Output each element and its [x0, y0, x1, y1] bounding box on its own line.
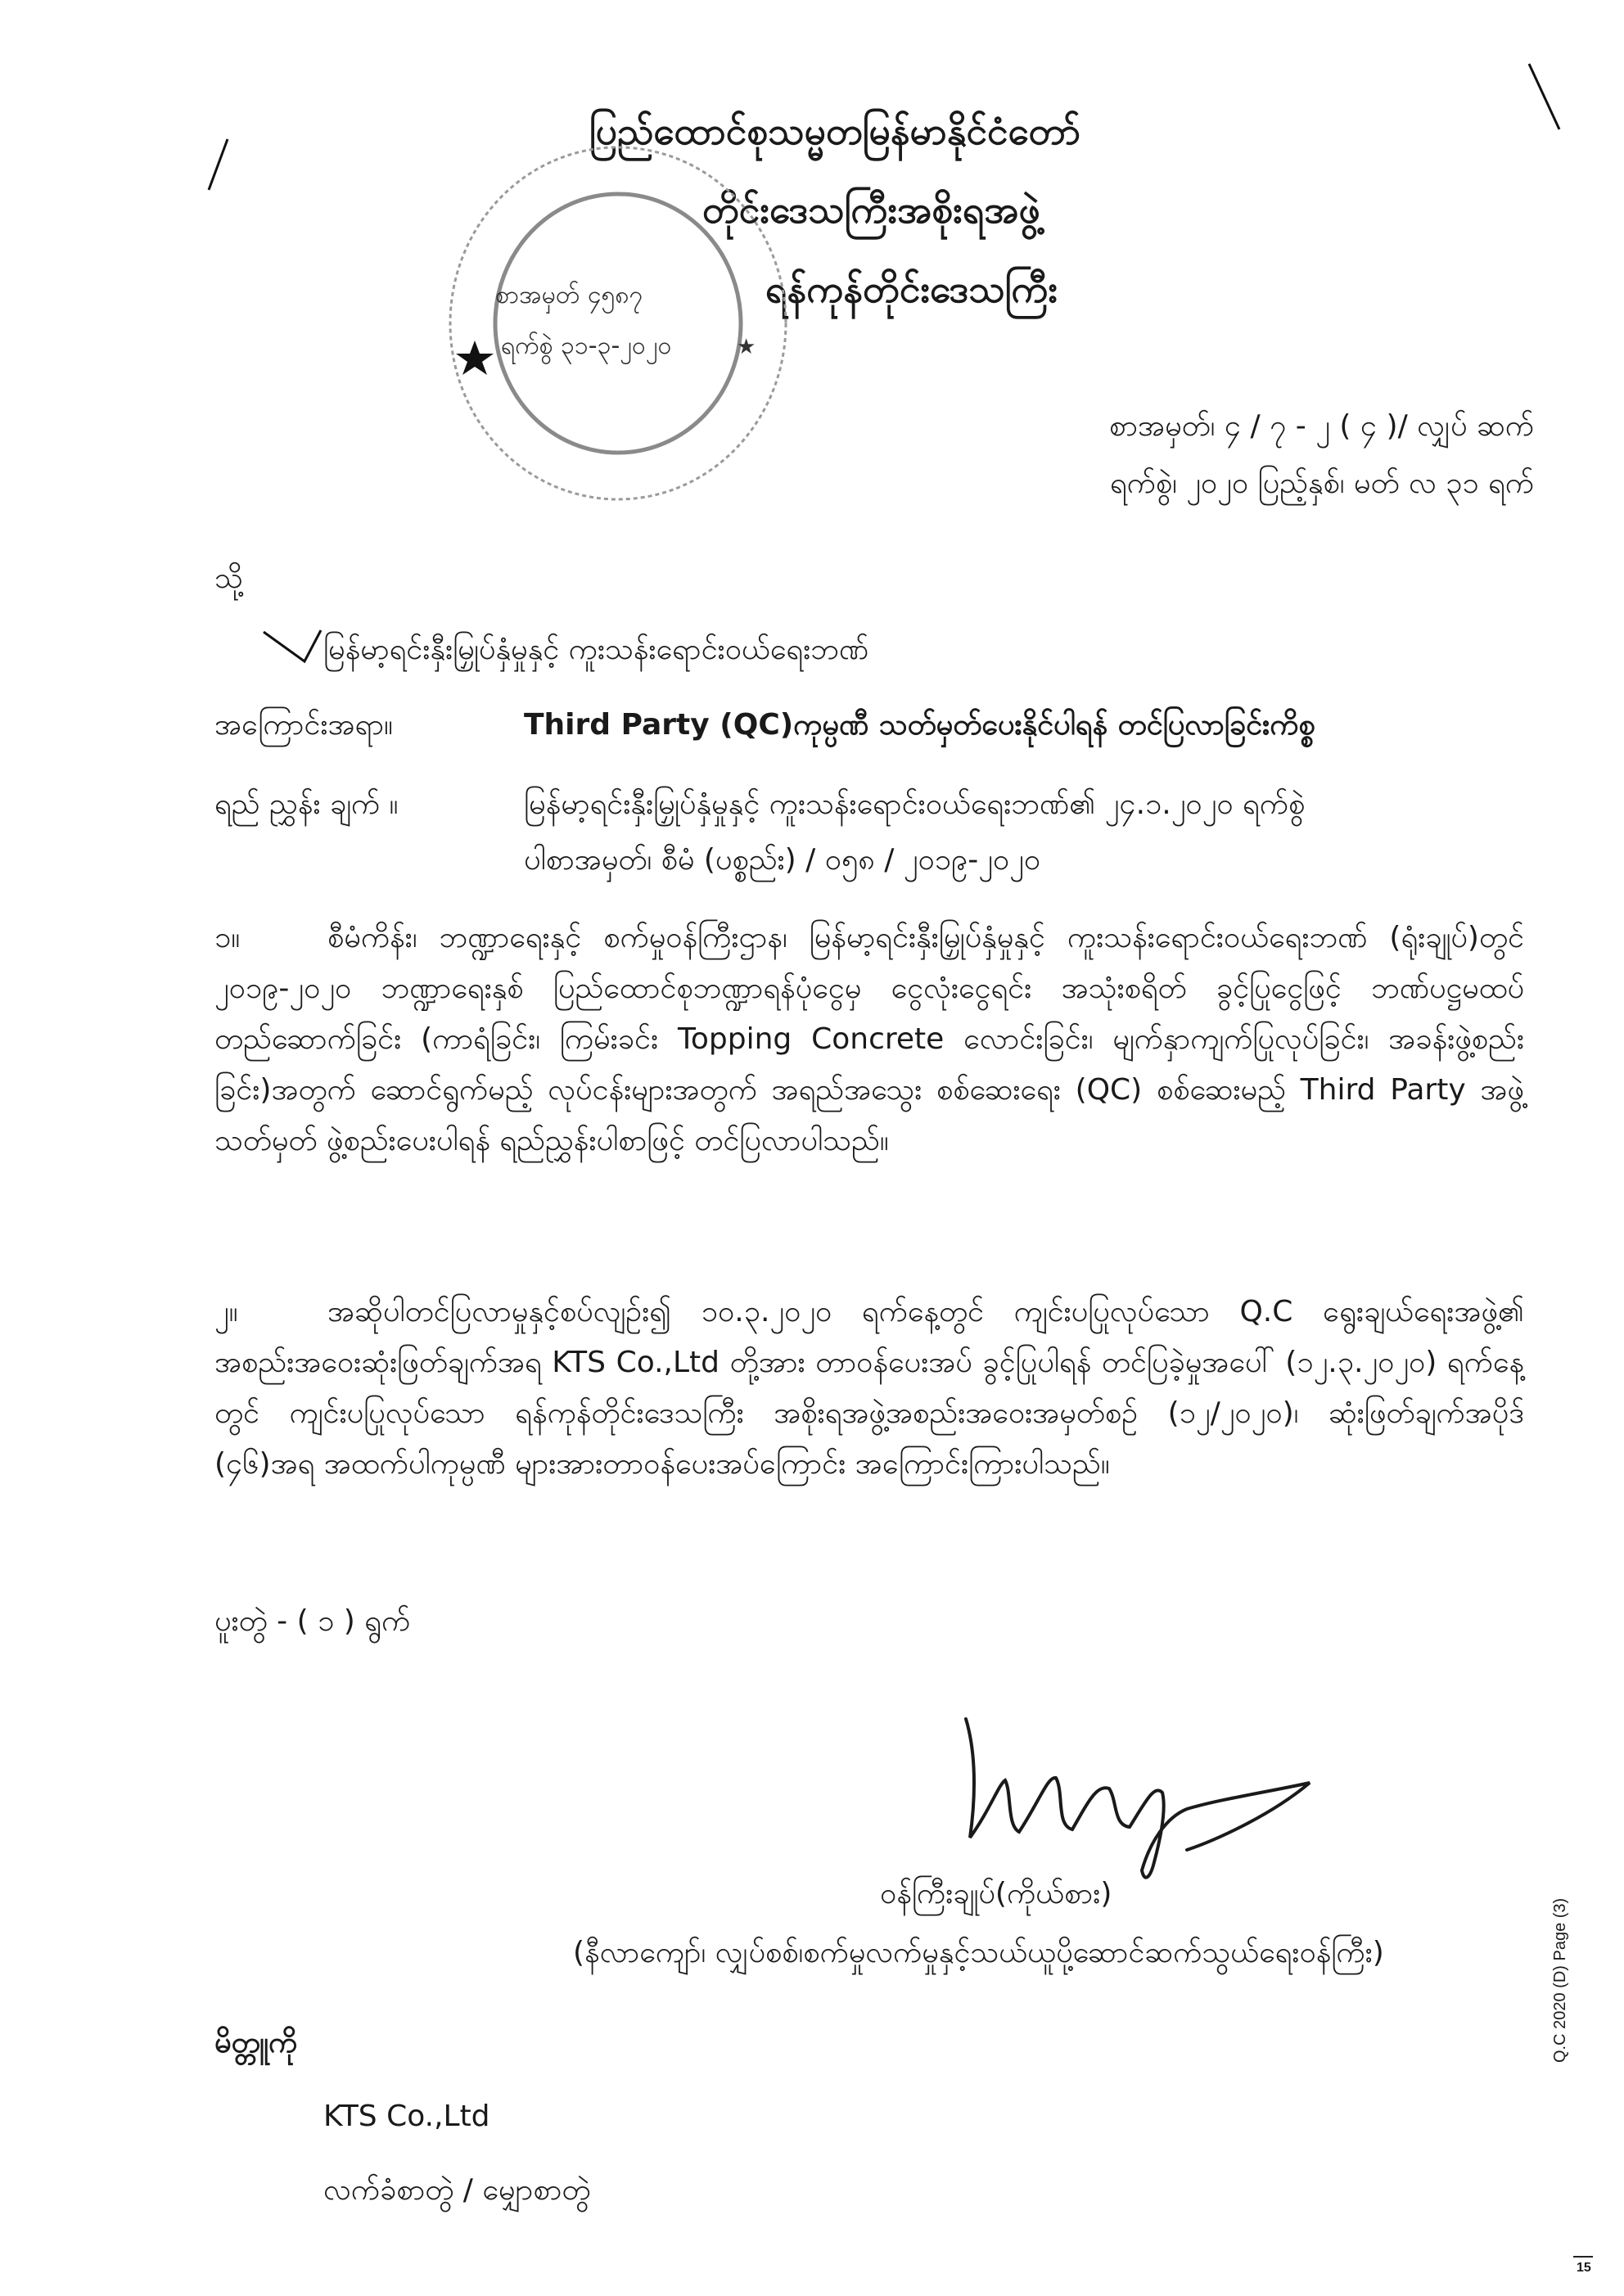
subject-text: Third Party (QC)ကုမ္ပဏီ သတ်မှတ်ပေးနိုင်ပါရန် တင်ပြလာခြင်းကိစ္စ — [524, 708, 1315, 742]
header-line-3: ရန်ကုန်တိုင်းဒေသကြီး — [765, 267, 1058, 311]
attachment-note: ပူးတွဲ - ( ၁ ) ရွက် — [214, 1604, 411, 1638]
paragraph-1-number: ၁။ — [214, 921, 241, 954]
header-line-1: ပြည်ထောင်စုသမ္မတမြန်မာနိုင်ငံတော် — [589, 109, 1081, 153]
cc-item-1: KTS Co.,Ltd — [323, 2100, 490, 2133]
cc-label: မိတ္တူကို — [214, 2026, 298, 2059]
paragraph-1 — [214, 913, 1524, 1166]
seal-ref-text: စာအမှတ် ၄၅၈၇ — [495, 281, 643, 309]
reference-label: ရည် ညွှန်း ချက် ။ — [214, 787, 399, 821]
svg-text:★: ★ — [737, 335, 756, 359]
signatory-title: ဝန်ကြီးချုပ်(ကိုယ်စား) — [880, 1877, 1112, 1910]
subject-label: အကြောင်းအရာ။ — [214, 708, 393, 742]
letter-number: စာအမှတ်၊ ၄ / ၇ - ၂ ( ၄ )/ လျှပ် ဆက် — [1108, 409, 1534, 443]
letter-date: ရက်စွဲ၊ ၂၀၂၀ ပြည့်နှစ်၊ မတ် လ ၃၁ ရက် — [1109, 467, 1534, 500]
recipient: မြန်မာ့ရင်းနှီးမြှုပ်နှံမှုနှင့် ကူးသန်းရောင်းဝယ်ရေးဘဏ် — [323, 633, 869, 666]
reference-line-2: ပါစာအမှတ်၊ စီမံ (ပစ္စည်း) / ၀၅၈ / ၂၀၁၉-၂၀၂၀ — [524, 843, 1041, 877]
handwritten-signature — [941, 1686, 1326, 1891]
cc-item-2: လက်ခံစာတွဲ / မျှောစာတွဲ — [323, 2173, 591, 2207]
signatory-name: (နီလာကျော်၊ လျှပ်စစ်၊စက်မှုလက်မှုနှင့်သယ်ယူပို့ဆောင်ဆက်သွယ်ရေးဝန်ကြီး) — [573, 1936, 1384, 1969]
to-label: သို့ — [214, 562, 243, 595]
page-number: 15 — [1577, 2261, 1591, 2275]
reference-line-1: မြန်မာ့ရင်းနှီးမြှုပ်နှံမှုနှင့် ကူးသန်းရောင်းဝယ်ရေးဘဏ်၏ ၂၄.၁.၂၀၂၀ ရက်စွဲ — [524, 787, 1306, 821]
page-number-rule — [1573, 2256, 1593, 2258]
paragraph-2-text: အဆိုပါတင်ပြလာမှုနှင့်စပ်လျဉ်း၍ ၁၀.၃.၂၀၂၀ ရက်နေ့တွင် ကျင်းပပြုလုပ်သော Q.C ရွေးချယ်ရေးအဖွဲ့၏ အစည်းအဝေးဆုံးဖြတ်ချက်အရ KTS Co.,Ltd တို့အား တာဝန်ပေးအပ် ခွင့်ပြုပါရန် တင်ပြခဲ့မှုအပေါ် (၁၂.၃.၂၀၂၀) ရက်နေ့တွင် ကျင်းပပြုလုပ်သော ရန်ကုန်တိုင်းဒေသကြီး အစိုးရအဖွဲ့အစည်းအဝေးအမှတ်စဉ် (၁၂/၂၀၂၀)၊ ဆုံးဖြတ်ချက်အပိုဒ် (၄၆)အရ အထက်ပါကုမ္ပဏီ များအားတာဝန်ပေးအပ်ကြောင်း အကြောင်းကြားပါသည်။ — [214, 1295, 1524, 1481]
header-line-2: တိုင်းဒေသကြီးအစိုးရအဖွဲ့ — [702, 187, 1040, 232]
paragraph-2 — [214, 1287, 1524, 1490]
document-side-label: Q.C 2020 (D) Page (3) — [1551, 1897, 1569, 2063]
seal-date-text: ရက်စွဲ ၃၁-၃-၂၀၂၀ — [501, 332, 672, 360]
paragraph-1-text: စီမံကိန်း၊ ဘဏ္ဍာရေးနှင့် စက်မှုဝန်ကြီးဌာန၊ မြန်မာ့ရင်းနှီးမြှုပ်နှံမှုနှင့် ကူးသန်းရောင်းဝယ်ရေးဘဏ် (ရုံးချုပ်)တွင် ၂၀၁၉-၂၀၂၀ ဘဏ္ဍာရေးနှစ် ပြည်ထောင်စုဘဏ္ဍာရန်ပုံငွေမှ ငွေလုံးငွေရင်း အသုံးစရိတ် ခွင့်ပြုငွေဖြင့် ဘဏ်ပဋ္ဌမထပ်တည်ဆောက်ခြင်း (ကာရံခြင်း၊ ကြမ်းခင်း Topping Concrete လောင်းခြင်း၊ မျက်နှာကျက်ပြုလုပ်ခြင်း၊ အခန်းဖွဲ့စည်းခြင်း)အတွက် ဆောင်ရွက်မည့် လုပ်ငန်းများအတွက် အရည်အသွေး စစ်ဆေးရေး (QC) စစ်ဆေးမည့် Third Party အဖွဲ့သတ်မှတ် ဖွဲ့စည်းပေးပါရန် ရည်ညွှန်းပါစာဖြင့် တင်ပြလာပါသည်။ — [214, 921, 1524, 1157]
paragraph-2-number: ၂။ — [214, 1295, 238, 1328]
